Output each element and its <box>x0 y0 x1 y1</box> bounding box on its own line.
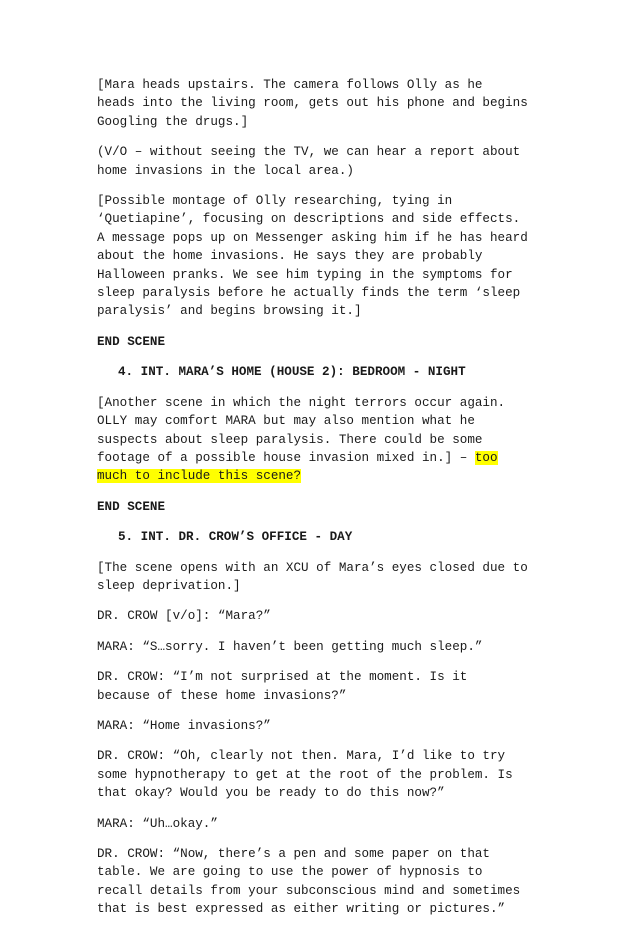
montage-paragraph: [Possible montage of Olly researching, tying in ‘Quetiapine’, focusing on descriptions and side effects. A message pops up on Messenger asking him if he has heard about the home invasions. He says they are probably Halloween pranks. We see him typing in the symptoms for sleep paralysis before he actually finds the term ‘sleep paralysis’ and begins browsing it.] <box>97 194 528 319</box>
dialogue-line: MARA: “Home invasions?” <box>97 718 271 733</box>
script-body <box>97 76 557 931</box>
scene-4-description <box>97 394 557 486</box>
dialogue-line: MARA: “Uh…okay.” <box>97 816 218 831</box>
end-scene-marker: END SCENE <box>97 334 166 349</box>
highlighted-comment: too much to include this scene? <box>97 450 498 484</box>
scene-4-text: [Another scene in which the night terrors occur again. OLLY may comfort MARA but may also mention what he suspects about sleep paralysis. There could be some footage of a possible house invasion mixed in.] – <box>97 395 506 465</box>
end-scene-marker: END SCENE <box>97 499 166 514</box>
dialogue-line: DR. CROW: “I’m not surprised at the moment. Is it because of these home invasions?” <box>97 670 468 703</box>
scene-heading-4: 4. INT. MARA’S HOME (HOUSE 2): BEDROOM - NIGHT <box>118 365 466 380</box>
voiceover-note: (V/O – without seeing the TV, we can hear a report about home invasions in the local area.) <box>97 145 521 178</box>
dialogue-line: DR. CROW: “Oh, clearly not then. Mara, I’d like to try some hypnotherapy to get at the root of the problem. Is that okay? Would you be ready to do this now?” <box>97 749 513 801</box>
dialogue-line: DR. CROW [v/o]: “Mara?” <box>97 609 271 624</box>
action-paragraph: [Mara heads upstairs. The camera follows Olly as he heads into the living room, gets out his phone and begins Googling the drugs.] <box>97 78 528 129</box>
dialogue-line: DR. CROW: “Now, there’s a pen and some paper on that table. We are going to use the power of hypnosis to recall details from your subconscious mind and sometimes that is best expressed as either writing or pictures.” <box>97 847 521 917</box>
scene-heading-5: 5. INT. DR. CROW’S OFFICE - DAY <box>118 530 353 545</box>
scene-5-description: [The scene opens with an XCU of Mara’s eyes closed due to sleep deprivation.] <box>97 560 528 593</box>
dialogue-line: MARA: “S…sorry. I haven’t been getting much sleep.” <box>97 639 483 654</box>
